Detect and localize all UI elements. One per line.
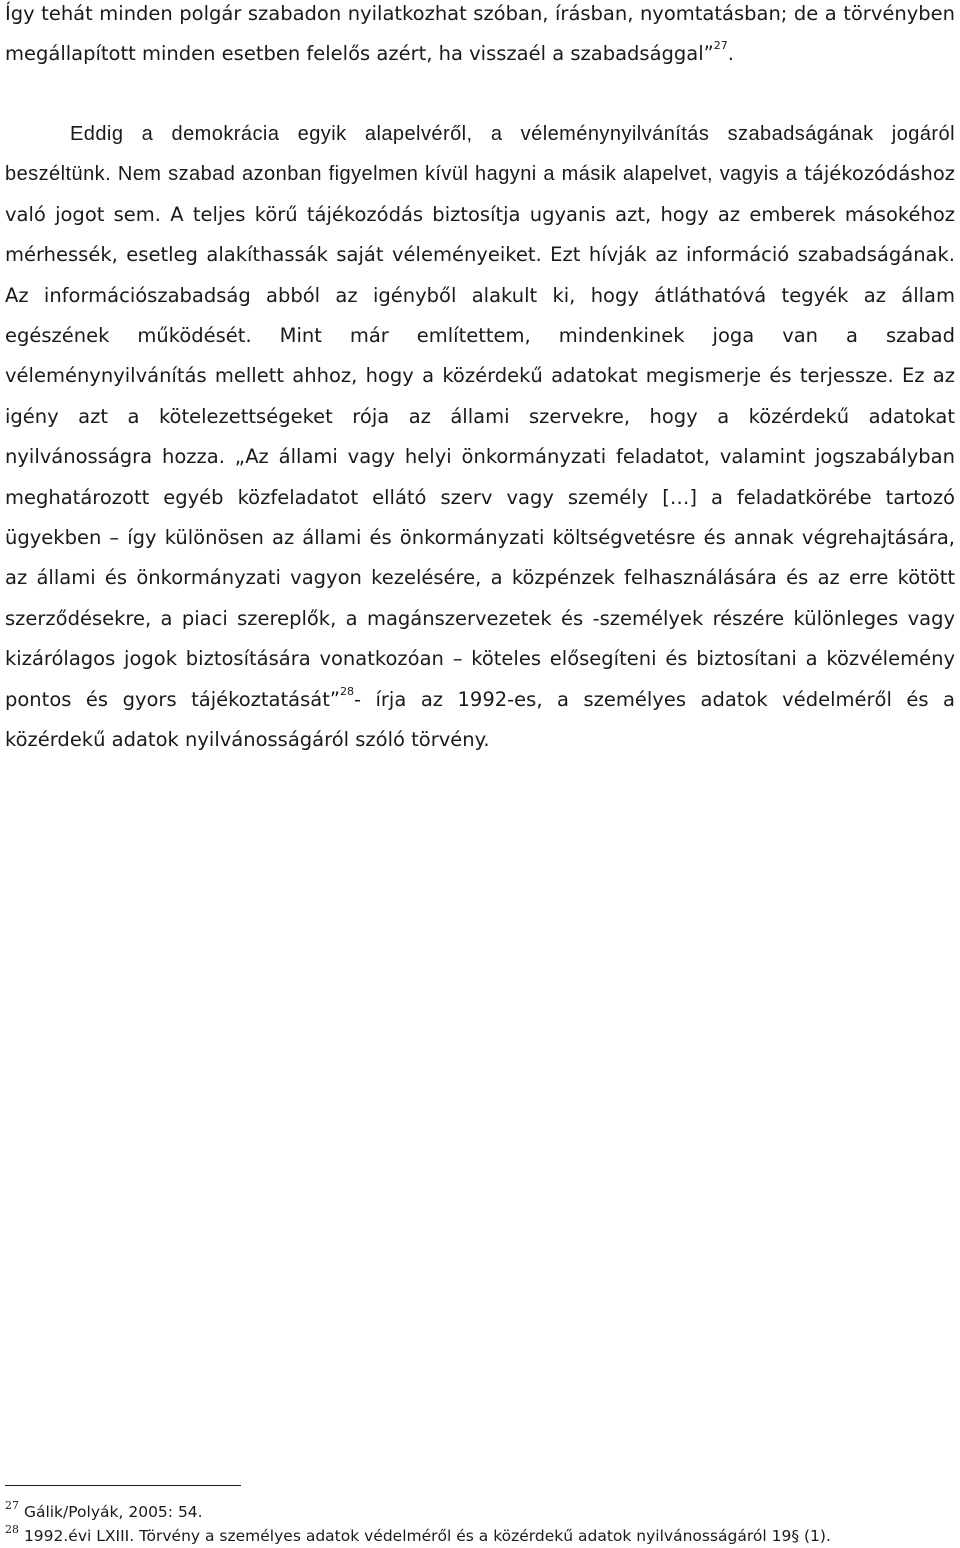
paragraph-2 xyxy=(5,114,955,761)
paragraph-1-text: Így tehát minden polgár szabadon nyilatkozhat szóban, írásban, nyomtatásban; de a törvényben megállapított minden esetben felelős azért, ha visszaél a szabadsággal” xyxy=(5,2,955,66)
footnote-text: Gálik/Polyák, 2005: 54. xyxy=(23,1503,203,1521)
paragraph-1 xyxy=(5,0,955,75)
paragraph-2-text: tájékozódáshoz való jogot sem. A teljes körű tájékozódás biztosítja ugyanis azt, hogy az emberek másokéhoz mérhessék, esetleg alakíthassák saját véleményeiket. Ezt hívják az információ szabadságának. Az információszabadság abból az igényből alakult ki, hogy átláthatóvá tegyék az állam egészének működését. Mint már említettem, mindenkinek joga van a szabad véleménynyilvánítás mellett ahhoz, hogy a közérdekű adatokat megismerje és terjessze. Ez az igény azt a kötelezettségeket rója az állami szervekre, hogy a közérdekű adatokat nyilvánosságra hozza. „Az állami vagy helyi önkormányzati feladatot, valamint jogszabályban meghatározott egyéb közfeladatot ellátó szerv vagy személy […] a feladatkörébe tartozó ügyekben – így különösen az állami és önkormányzati költségvetésre és annak végrehajtására, az állami és önkormányzati vagyon kezelésére, a közpénzek felhasználására és az erre kötött szerződésekre, a piaci szereplők, a magánszervezetek és -személyek részére különleges vagy kizárólagos jogok biztosítására vonatkozóan – köteles elősegíteni és biztosítani a közvélemény pontos és gyors tájékoztatását” xyxy=(5,162,955,711)
footnote-ref-27[interactable]: 27 xyxy=(713,39,728,53)
footnote-27 xyxy=(5,1499,955,1522)
footnote-text: 1992.évi LXIII. Törvény a személyes adatok védelméről és a közérdekű adatok nyilvánosságáról 19§ (1). xyxy=(23,1527,831,1545)
footnote-ref-28[interactable]: 28 xyxy=(339,684,354,698)
footnote-number: 28 xyxy=(5,1523,19,1536)
footnote-separator xyxy=(5,1485,241,1486)
footnote-number: 27 xyxy=(5,1499,19,1512)
paragraph-2-intro: Eddig a demokrácia egyik alapelvéről, a véleménynyilvánítás szabadságának jogáról beszéltünk. Nem szabad azonban figyelmen kívül hagyni a másik alapelvet, vagyis a xyxy=(5,123,955,186)
paragraph-1-period: . xyxy=(727,42,734,66)
paragraph-2-tail: - írja az 1992-es, a személyes adatok védelméről és a közérdekű adatok nyilvánosságáról szóló törvény. xyxy=(5,687,955,752)
footnote-28 xyxy=(5,1523,955,1546)
